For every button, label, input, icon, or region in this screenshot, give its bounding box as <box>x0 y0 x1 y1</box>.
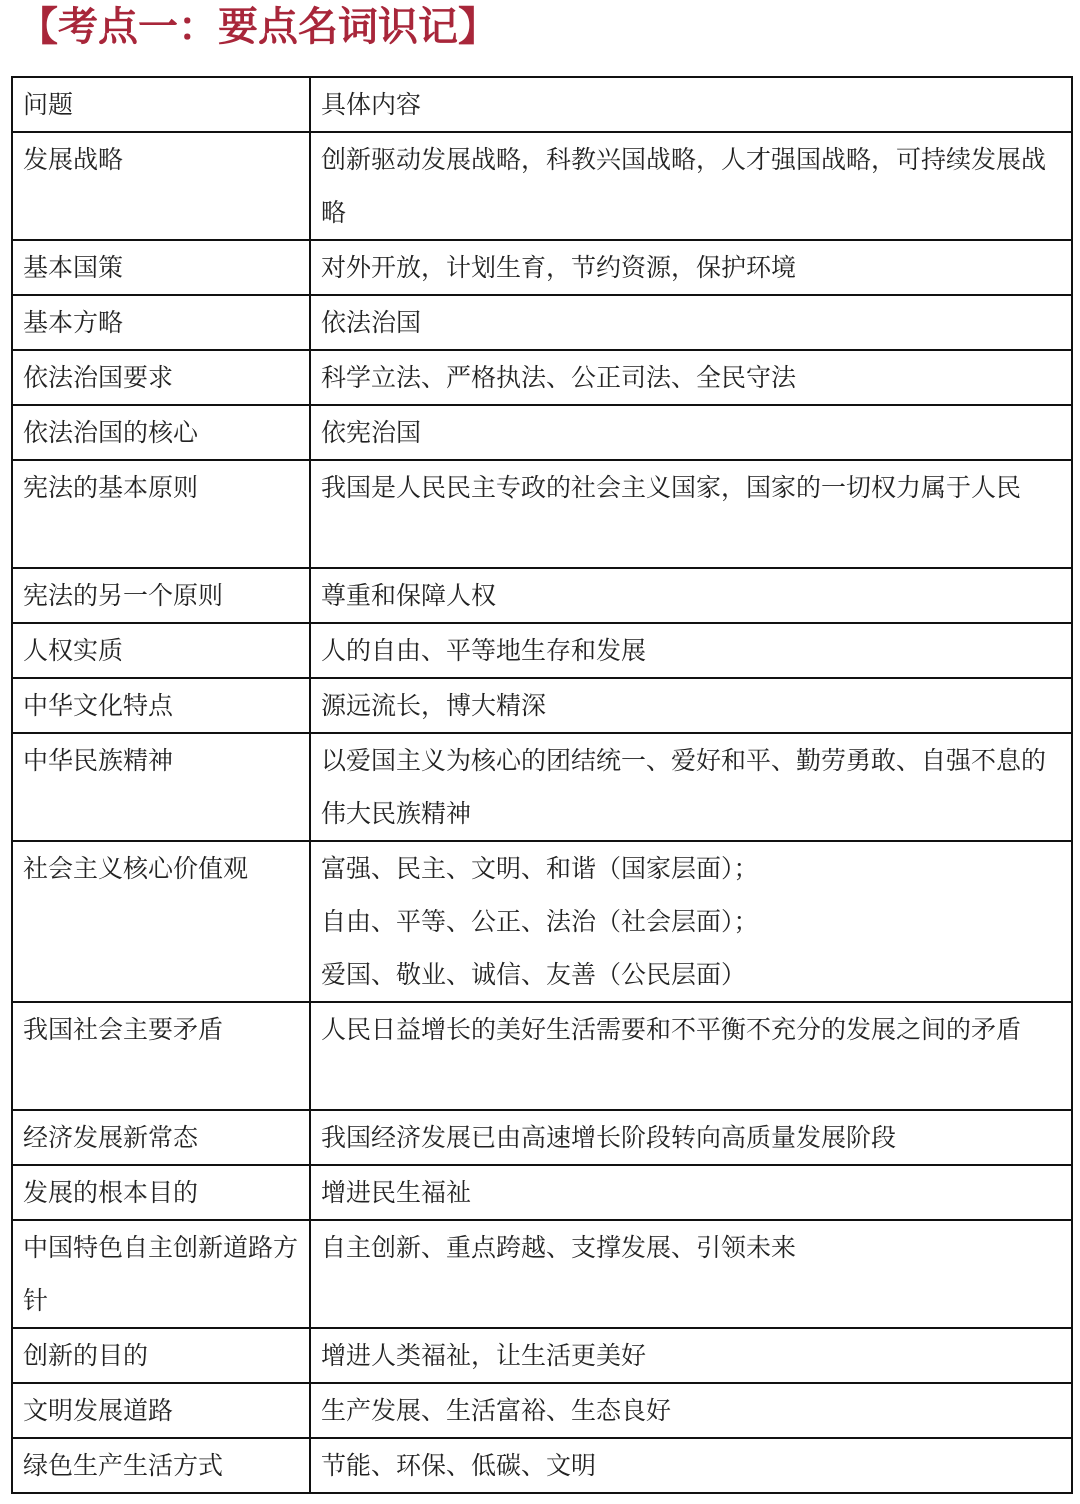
table-row <box>12 733 1072 841</box>
row-question: 基本方略 <box>12 295 310 350</box>
table-row <box>12 240 1072 295</box>
table-row <box>12 1220 1072 1328</box>
row-question: 中国特色自主创新道路方针 <box>12 1220 310 1328</box>
table-row <box>12 295 1072 350</box>
row-content: 自主创新、重点跨越、支撑发展、引领未来 <box>310 1220 1072 1328</box>
row-question: 中华民族精神 <box>12 733 310 841</box>
table-row <box>12 623 1072 678</box>
table-row <box>12 1383 1072 1438</box>
row-content: 科学立法、严格执法、公正司法、全民守法 <box>310 350 1072 405</box>
row-question: 我国社会主要矛盾 <box>12 1002 310 1110</box>
row-content: 增进民生福祉 <box>310 1165 1072 1220</box>
row-content: 源远流长，博大精深 <box>310 678 1072 733</box>
table-header-row <box>12 77 1072 132</box>
table-row <box>12 568 1072 623</box>
row-question: 基本国策 <box>12 240 310 295</box>
table-row <box>12 678 1072 733</box>
table-row <box>12 1165 1072 1220</box>
row-question: 中华文化特点 <box>12 678 310 733</box>
row-content: 我国经济发展已由高速增长阶段转向高质量发展阶段 <box>310 1110 1072 1165</box>
row-content: 依宪治国 <box>310 405 1072 460</box>
row-content: 人的自由、平等地生存和发展 <box>310 623 1072 678</box>
row-content: 依法治国 <box>310 295 1072 350</box>
table-row <box>12 350 1072 405</box>
table-row <box>12 132 1072 240</box>
table-row <box>12 1002 1072 1110</box>
row-question: 经济发展新常态 <box>12 1110 310 1165</box>
row-question: 依法治国要求 <box>12 350 310 405</box>
row-content: 以爱国主义为核心的团结统一、爱好和平、勤劳勇敢、自强不息的伟大民族精神 <box>310 733 1072 841</box>
row-content: 人民日益增长的美好生活需要和不平衡不充分的发展之间的矛盾 <box>310 1002 1072 1110</box>
row-content: 生产发展、生活富裕、生态良好 <box>310 1383 1072 1438</box>
row-question: 人权实质 <box>12 623 310 678</box>
row-question: 创新的目的 <box>12 1328 310 1383</box>
key-terms-table <box>11 76 1073 1494</box>
row-question: 社会主义核心价值观 <box>12 841 310 1002</box>
row-question: 绿色生产生活方式 <box>12 1438 310 1493</box>
table-row <box>12 1110 1072 1165</box>
table-row <box>12 1438 1072 1493</box>
row-question: 依法治国的核心 <box>12 405 310 460</box>
table-row <box>12 460 1072 568</box>
row-question: 发展的根本目的 <box>12 1165 310 1220</box>
table-row <box>12 1328 1072 1383</box>
row-question: 发展战略 <box>12 132 310 240</box>
row-question: 宪法的基本原则 <box>12 460 310 568</box>
row-content: 我国是人民民主专政的社会主义国家，国家的一切权力属于人民 <box>310 460 1072 568</box>
row-question: 文明发展道路 <box>12 1383 310 1438</box>
row-content: 尊重和保障人权 <box>310 568 1072 623</box>
table-row <box>12 841 1072 1002</box>
row-question: 宪法的另一个原则 <box>12 568 310 623</box>
row-content: 富强、民主、文明、和谐（国家层面）； 自由、平等、公正、法治（社会层面）； 爱国、敬业、诚信、友善（公民层面） <box>310 841 1072 1002</box>
row-content: 创新驱动发展战略，科教兴国战略，人才强国战略，可持续发展战略 <box>310 132 1072 240</box>
row-content: 对外开放，计划生育，节约资源，保护环境 <box>310 240 1072 295</box>
header-content: 具体内容 <box>310 77 1072 132</box>
table-row <box>12 405 1072 460</box>
row-content: 增进人类福祉，让生活更美好 <box>310 1328 1072 1383</box>
page-title: 【考点一：要点名词识记】 <box>18 3 498 50</box>
header-question: 问题 <box>12 77 310 132</box>
row-content: 节能、环保、低碳、文明 <box>310 1438 1072 1493</box>
